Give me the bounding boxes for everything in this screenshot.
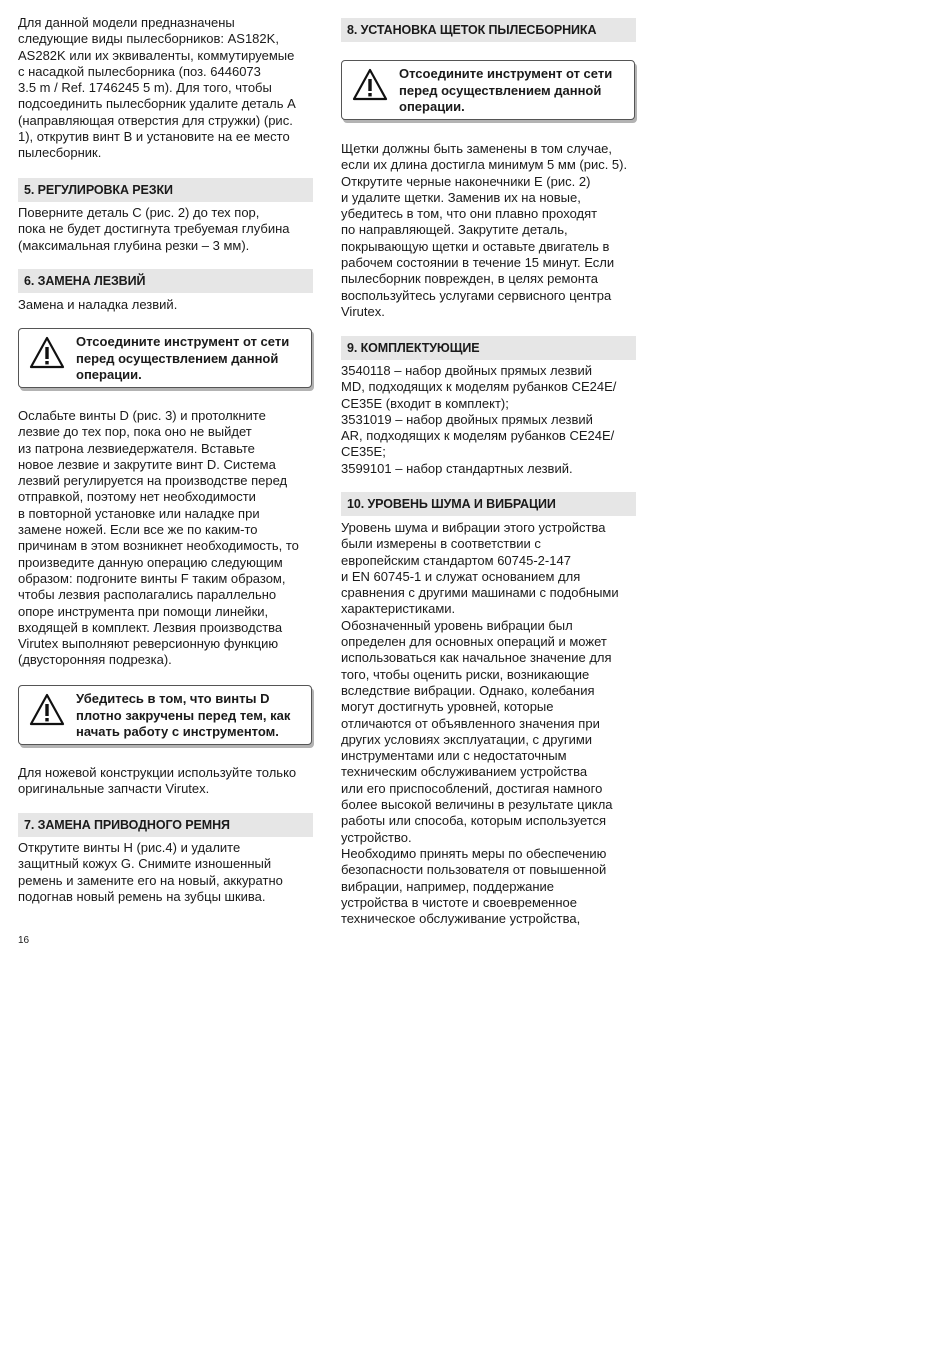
warning-triangle-icon (29, 693, 65, 727)
warning-text: Убедитесь в том, что винты D плотно закручены перед тем, как начать работу с инструментом. (76, 691, 291, 739)
section-7-heading: 7. ЗАМЕНА ПРИВОДНОГО РЕМНЯ (18, 813, 313, 837)
page-number: 16 (18, 935, 30, 946)
section-10-heading: 10. УРОВЕНЬ ШУМА И ВИБРАЦИИ (341, 492, 636, 516)
section-8-heading: 8. УСТАНОВКА ЩЕТОК ПЫЛЕСБОРНИКА (341, 18, 636, 42)
section-7-text: Открутите винты Н (рис.4) и удалите защитный кожух G. Снимите изношенный ремень и замените его на новый, аккуратно подогнав новый ремень на зубцы шкива. (18, 840, 283, 904)
warning-box-screws (18, 685, 312, 745)
section-10-text: Уровень шума и вибрации этого устройства были измерены в соответствии с европейским стандартом 60745-2-147 и EN 60745-1 и служат основанием для сравнения с другими машинами с подобными характеристиками. Обозначенный уровень вибрации был определен для основных операций и может использоваться как начальное значение для того, чтобы оценить риски, возникающие вследствие вибрации. Однако, колебания могут достигнуть уровней, которые отличаются от объявленного значения при других условиях эксплуатации, с другими инструментами или с недостаточным техническим обслуживанием устройства или его приспособлений, достигая намного более высокой величины в результате цикла работы или способа, которым используется устройство. Необходимо принять меры по обеспечению безопасности пользователя от повышенной вибрации, например, поддержание устройства в чистоте и своевременное техническое обслуживание устройства, (341, 520, 619, 927)
section-5-text: Поверните деталь С (рис. 2) до тех пор, пока не будет достигнута требуемая глубина (максимальная глубина резки – 3 мм). (18, 205, 290, 253)
warning-text: Отсоедините инструмент от сети перед осуществлением данной операции. (399, 66, 613, 114)
section-9-heading: 9. КОМПЛЕКТУЮЩИЕ (341, 336, 636, 360)
warning-triangle-icon (352, 68, 388, 102)
section-8-text: Щетки должны быть заменены в том случае, если их длина достигла минимум 5 мм (рис. 5). Открутите черные наконечники Е (рис. 2) и удалите щетки. Заменив их на новые, убедитесь в том, что они плавно проходят по направляющей. Закрутите деталь, покрывающую щетки и оставьте двигатель в рабочем состоянии в течение 15 минут. Если пылесборник поврежден, в целях ремонта воспользуйтесь услугами сервисного центра Virutex. (341, 141, 628, 319)
section-6-parts-text: Для ножевой конструкции используйте только оригинальные запчасти Virutex. (18, 765, 297, 797)
warning-text: Отсоедините инструмент от сети перед осуществлением данной операции. (76, 334, 290, 382)
warning-box-brushes (341, 60, 635, 120)
section-6-intro-text: Замена и наладка лезвий. (18, 297, 178, 312)
warning-triangle-icon (29, 336, 65, 370)
section-5-heading: 5. РЕГУЛИРОВКА РЕЗКИ (18, 178, 313, 202)
section-6-main-text: Ослабьте винты D (рис. 3) и протолкните лезвие до тех пор, пока оно не выйдет из патрона лезвиедержателя. Вставьте новое лезвие и закрутите винт D. Система лезвий регулируется на производстве перед отправкой, поэтому нет необходимости в повторной установке или наладке при замене ножей. Если все же по каким-то причинам в этом возникнет необходимость, то произведите данную операцию следующим образом: подгоните винты F таким образом, чтобы лезвия располагались параллельно опоре инструмента при помощи линейки, входящей в комплект. Лезвия производства Virutex выполняют реверсионную функцию (двусторонняя подрезка). (18, 408, 299, 668)
warning-box-disconnect (18, 328, 312, 388)
section-6-heading: 6. ЗАМЕНА ЛЕЗВИЙ (18, 269, 313, 293)
section-9-text: 3540118 – набор двойных прямых лезвий MD, подходящих к моделям рубанков CE24E/ CE35E (входит в комплект); 3531019 – набор двойных прямых лезвий AR, подходящих к моделям рубанков CE24E/ CE35E; 3599101 – набор стандартных лезвий. (341, 363, 617, 476)
intro-paragraph: Для данной модели предназначены следующие виды пылесборников: AS182K, AS282K или их эквиваленты, коммутируемые с насадкой пылесборника (поз. 6446073 3.5 m / Ref. 1746245 5 m). Для того, чтобы подсоединить пылесборник удалите деталь А (направляющая отверстия для стружки) (рис. 1), открутив винт В и установите на ее место пылесборник. (18, 15, 296, 161)
